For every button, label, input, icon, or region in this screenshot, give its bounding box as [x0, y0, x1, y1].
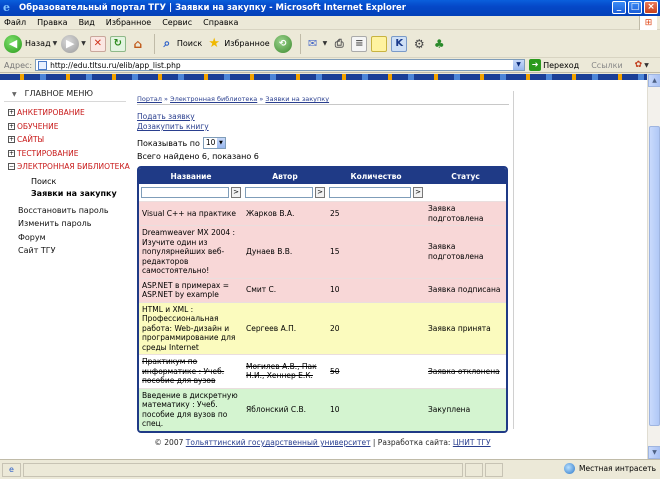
address-input[interactable] [35, 59, 525, 71]
link-university-site[interactable]: Сайт ТГУ [18, 246, 56, 255]
submit-request-link[interactable]: Подать заявку [137, 112, 195, 121]
menu-item-sites[interactable] [0, 135, 130, 145]
table-row[interactable] [139, 302, 506, 355]
addon-icon[interactable]: ✿ [634, 60, 643, 70]
toolbar-separator [300, 34, 301, 54]
cell-author: Жарков В.А. [243, 202, 327, 226]
cell-status: Заявка подготовлена [425, 202, 506, 226]
page-icon [38, 61, 47, 70]
address-url: http://edu.tltsu.ru/elib/app_list.php [50, 60, 181, 70]
breadcrumb [137, 95, 509, 105]
cell-author: Яблонский С.В. [243, 388, 327, 431]
discuss-button[interactable] [371, 36, 387, 52]
breadcrumb-portal[interactable]: Портал [137, 95, 162, 103]
collapse-triangle-icon: ▼ [12, 91, 17, 98]
messenger-icon: ♣ [433, 36, 445, 51]
cell-title: ASP.NET в примерах = ASP.NET by example [139, 278, 243, 302]
favorites-button[interactable] [206, 36, 269, 52]
tools-button[interactable] [411, 36, 427, 52]
cell-author: Могилев А.В., Пак Н.И., Хеннер Е.К. [243, 355, 327, 389]
address-label: Адрес: [4, 60, 33, 70]
main-menu [0, 86, 130, 258]
address-bar [0, 58, 660, 73]
back-button[interactable] [4, 35, 57, 53]
back-dropdown-icon[interactable]: ▼ [52, 40, 58, 47]
cell-quantity: 50 [327, 355, 425, 389]
cell-author: Дунаев В.В. [243, 226, 327, 279]
submenu-purchase-requests[interactable]: Заявки на закупку [31, 188, 117, 198]
cell-title: Введение в дискретную математику : Учеб. пособие для вузов по спец. [139, 388, 243, 431]
per-page-label: Показывать по [137, 138, 200, 148]
requests-table [137, 166, 508, 433]
toolbar-separator [154, 34, 155, 54]
mail-icon: ✉ [308, 37, 318, 50]
cell-quantity: 15 [327, 226, 425, 279]
security-zone-label: Местная интрасеть [578, 464, 656, 473]
window-controls [612, 1, 658, 14]
globe-icon [564, 463, 575, 474]
menu-favorites[interactable]: Избранное [105, 18, 152, 27]
page-status-icon: e [2, 463, 21, 477]
research-icon: K [391, 36, 407, 52]
print-button[interactable] [331, 36, 347, 52]
addon-dropdown-icon[interactable]: ▼ [644, 61, 649, 69]
table-row[interactable] [139, 388, 506, 431]
filter-author-input[interactable] [245, 187, 313, 198]
breadcrumb-separator: » [161, 95, 171, 103]
vertical-scrollbar[interactable] [647, 74, 660, 459]
menu-item-label: АНКЕТИРОВАНИЕ [17, 108, 85, 117]
expand-plus-icon: + [9, 109, 15, 116]
scroll-down-icon[interactable]: ▼ [648, 446, 660, 459]
forward-button[interactable] [61, 35, 86, 53]
menu-item-label: ТЕСТИРОВАНИЕ [17, 148, 79, 158]
per-page-select[interactable] [203, 137, 226, 149]
menu-item-label: ЭЛЕКТРОННАЯ БИБЛИОТЕКА [17, 162, 130, 171]
link-forum[interactable]: Форум [18, 232, 46, 242]
ie-logo-icon: e [3, 1, 10, 14]
close-button[interactable]: × [644, 1, 658, 14]
page-footer [131, 438, 514, 447]
go-label: Переход [543, 60, 580, 70]
windows-logo-icon: ⊞ [639, 16, 657, 30]
history-button[interactable] [274, 35, 292, 53]
menu-tools[interactable]: Сервис [162, 18, 193, 27]
menu-item-testing[interactable] [0, 149, 130, 159]
back-label: Назад [25, 39, 51, 48]
link-change-password[interactable]: Изменить пароль [18, 219, 92, 228]
main-menu-title-label: ГЛАВНОЕ МЕНЮ [24, 89, 93, 98]
forward-dropdown-icon[interactable]: ▼ [81, 40, 86, 47]
expand-plus-icon: + [9, 122, 15, 130]
menu-item-label: ОБУЧЕНИЕ [17, 121, 59, 131]
cell-title: Visual C++ на практике [139, 202, 243, 226]
table-row[interactable] [139, 202, 506, 226]
footer-university-link[interactable]: Тольяттинский государственный университет [185, 438, 371, 447]
maximize-button[interactable]: □ [628, 1, 642, 14]
menu-bar [0, 16, 660, 30]
filter-title-go-button[interactable]: > [231, 187, 241, 198]
cell-status: Заявка принята [425, 302, 506, 355]
address-dropdown-icon[interactable]: ▼ [513, 60, 524, 70]
window-titlebar [0, 0, 660, 16]
star-icon: ★ [208, 36, 221, 51]
filter-quantity-go-button[interactable]: > [413, 187, 423, 198]
cell-quantity: 25 [327, 202, 425, 226]
cell-author: Сергеев А.П. [243, 302, 327, 355]
link-restore-password[interactable]: Восстановить пароль [18, 205, 109, 215]
footer-dev-link[interactable]: ЦНИТ ТГУ [452, 438, 491, 447]
table-row[interactable] [139, 278, 506, 302]
window-title: Образовательный портал ТГУ | Заявки на закупку - Microsoft Internet Explorer [19, 3, 406, 13]
table-row[interactable] [139, 355, 506, 389]
cell-quantity: 20 [327, 302, 425, 355]
search-icon: ⌕ [163, 36, 171, 50]
collapse-minus-icon: − [9, 163, 15, 170]
edit-button[interactable] [351, 36, 367, 52]
header-stripe [0, 74, 647, 80]
table-row[interactable] [139, 226, 506, 279]
action-links [137, 112, 509, 132]
page-viewport [0, 74, 647, 459]
menu-item-label: САЙТЫ [17, 135, 45, 144]
filter-row [139, 184, 506, 202]
toolbar [0, 30, 660, 58]
menu-item-learning[interactable] [0, 122, 130, 132]
menu-item-surveys[interactable] [0, 108, 130, 118]
go-arrow-icon: ➜ [529, 59, 541, 71]
cell-title: HTML и XML : Профессиональная работа: Web-дизайн и программирование для среды Internet [139, 302, 243, 355]
security-zone[interactable] [564, 463, 656, 474]
results-count: Всего найдено 6, показано 6 [137, 152, 259, 161]
menu-file[interactable]: Файл [4, 18, 27, 27]
breadcrumb-library[interactable]: Электронная библиотека [170, 95, 258, 103]
cell-status: Закуплена [425, 388, 506, 431]
search-button[interactable] [159, 36, 202, 52]
chevron-down-icon: ▼ [217, 138, 225, 148]
footer-dev-label: | Разработка сайта: [370, 438, 451, 447]
cell-quantity: 10 [327, 388, 425, 431]
history-icon: ⟲ [274, 35, 292, 53]
cell-quantity: 10 [327, 278, 425, 302]
filter-author-go-button[interactable]: > [315, 187, 325, 198]
menu-edit[interactable]: Правка [37, 18, 68, 27]
status-pane [485, 463, 503, 477]
menu-help[interactable]: Справка [203, 18, 239, 27]
status-text-pane [23, 463, 463, 477]
per-page-control [137, 137, 509, 149]
cell-status: Заявка подписана [425, 278, 506, 302]
footer-copyright: © 2007 [154, 438, 184, 447]
cell-title: Практикум по информатике : Учеб. пособие для вузов [139, 355, 243, 389]
expand-plus-icon: + [9, 149, 15, 157]
stop-icon: ✕ [90, 36, 106, 52]
home-icon: ⌂ [133, 36, 143, 51]
cell-title: Dreamweaver MX 2004 : Изучите один из популярнейших веб-редакторов самостоятельно! [139, 226, 243, 279]
column-header-status[interactable]: Статус [425, 168, 506, 184]
buy-book-link[interactable]: Дозакупить книгу [137, 122, 209, 131]
search-label: Поиск [176, 39, 203, 48]
refresh-button[interactable] [110, 36, 126, 52]
stop-button[interactable] [90, 36, 106, 52]
scroll-up-icon[interactable]: ▲ [648, 74, 660, 87]
expand-plus-icon: + [9, 136, 15, 143]
breadcrumb-requests[interactable]: Заявки на закупку [265, 95, 330, 103]
minimize-button[interactable]: _ [612, 1, 626, 14]
cell-author: Смит С. [243, 278, 327, 302]
status-bar [0, 459, 660, 479]
note-icon [371, 36, 387, 52]
home-button[interactable] [130, 36, 146, 52]
print-icon: ⎙ [334, 36, 344, 50]
edit-icon: ≡ [351, 36, 367, 52]
menu-item-library[interactable] [0, 162, 130, 172]
favorites-label: Избранное [224, 39, 270, 48]
status-pane [465, 463, 483, 477]
mail-button[interactable] [305, 36, 328, 52]
cell-status: Заявка отклонена [425, 355, 506, 389]
column-header-quantity[interactable]: Количество [327, 168, 425, 184]
forward-arrow-icon: ▶ [61, 35, 79, 53]
links-button[interactable]: Ссылки [591, 60, 623, 70]
per-page-value: 10 [205, 138, 216, 147]
scroll-thumb[interactable] [649, 126, 660, 426]
column-header-title[interactable]: Название [139, 168, 243, 184]
back-arrow-icon: ◀ [4, 35, 22, 53]
table-header-row [139, 168, 506, 184]
messenger-button[interactable] [431, 36, 447, 52]
main-menu-title[interactable] [4, 86, 126, 102]
go-button[interactable] [529, 59, 579, 71]
column-header-author[interactable]: Автор [243, 168, 327, 184]
research-button[interactable] [391, 36, 407, 52]
refresh-icon: ↻ [110, 36, 126, 52]
main-content [137, 95, 509, 433]
cell-status: Заявка подготовлена [425, 226, 506, 279]
submenu-search[interactable]: Поиск [31, 176, 57, 186]
mail-dropdown-icon[interactable]: ▼ [322, 40, 328, 47]
filter-quantity-input[interactable] [329, 187, 411, 198]
menu-view[interactable]: Вид [78, 18, 95, 27]
filter-title-input[interactable] [141, 187, 229, 198]
breadcrumb-separator: » [257, 95, 266, 103]
tools-icon: ⚙ [413, 36, 425, 51]
